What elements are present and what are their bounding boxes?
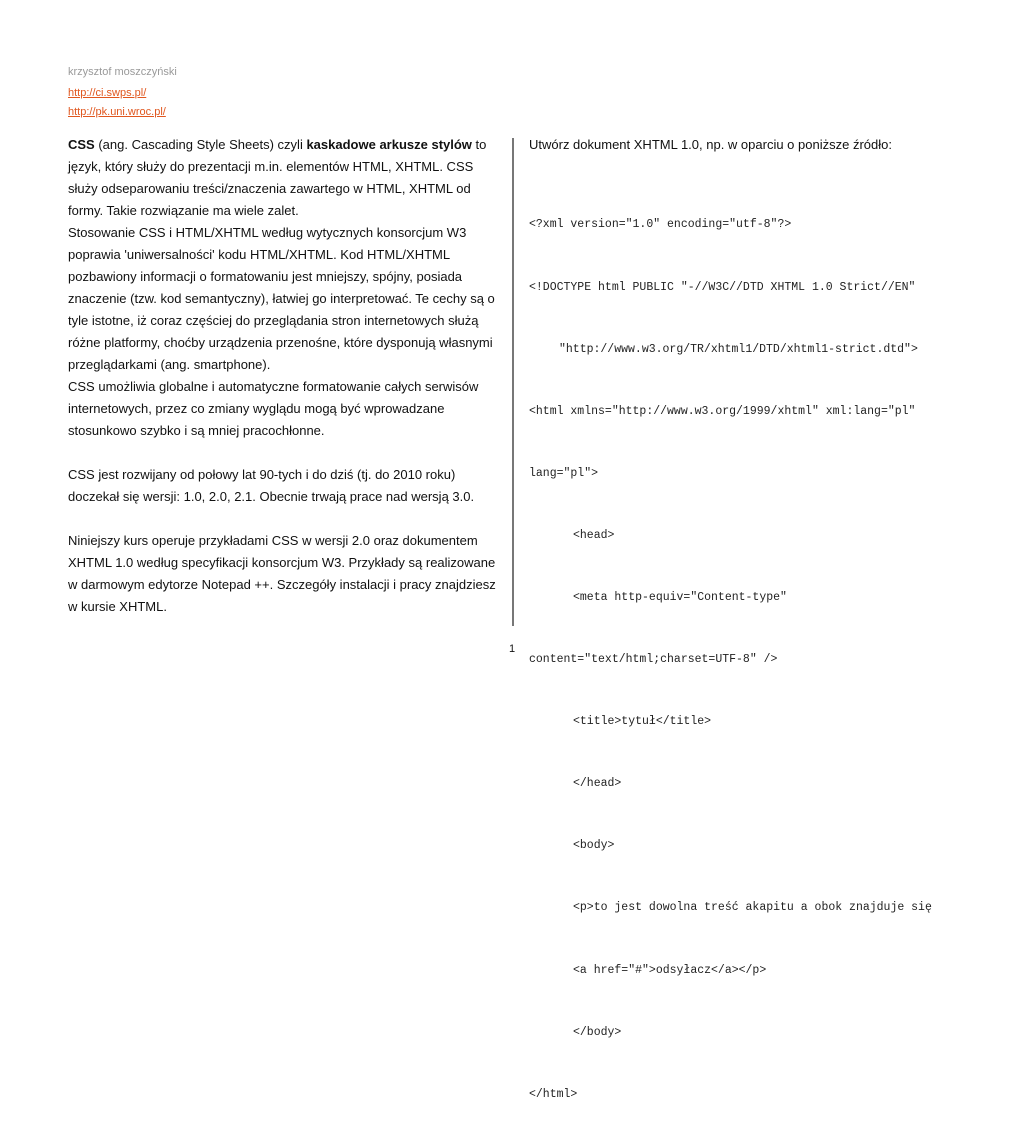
code-line: <p>to jest dowolna treść akapitu a obok znajduje się [573,901,932,915]
code-line: content="text/html;charset=UTF-8" /> [529,653,778,667]
paragraph-versions: CSS jest rozwijany od połowy lat 90-tych i do dziś (tj. do 2010 roku) doczekał się wersji: 1.0, 2.0, 2.1. Obecnie trwają prace nad wersją 3.0. [68,467,475,504]
paragraph-css-definition [68,134,498,222]
code-line: <title>tytuł</title> [573,715,712,729]
term-css: CSS [68,137,95,152]
code-listing [529,174,969,1147]
right-column [529,134,969,1147]
code-line: <html xmlns="http://www.w3.org/1999/xhtml" xml:lang="pl" [529,404,916,418]
term-kaskadowe: kaskadowe arkusze stylów [306,137,472,152]
code-intro: Utwórz dokument XHTML 1.0, np. w oparciu o poniższe źródło: [529,137,892,152]
paragraph-w3-standards: Stosowanie CSS i HTML/XHTML według wytycznych konsorcjum W3 poprawia 'uniwersalności' kodu HTML/XHTML. Kod HTML/XHTML pozbawiony informacji o formatowaniu jest mniejszy, spójny, posiada znaczenie (tzw. kod semantyczny), łatwiej go interpretować. Te cechy są o tyle istotne, iż coraz częściej do przeglądania stron internetowych służą różne platformy, choćby urządzenia przenośne, które dysponują własnymi przeglądarkami (ang. smartphone). [68,225,495,372]
page-header [68,66,177,125]
code-line: <head> [573,528,615,542]
code-line: <!DOCTYPE html PUBLIC "-//W3C//DTD XHTML 1.0 Strict//EN" [529,280,916,294]
code-line: <meta http-equiv="Content-type" [573,590,787,604]
left-column [68,134,498,618]
text-fragment: (ang. Cascading Style Sheets) czyli [94,137,307,152]
link-ci-swps[interactable]: http://ci.swps.pl/ [68,87,147,99]
code-line: </html> [529,1087,578,1101]
paragraph-course-info: Niniejszy kurs operuje przykładami CSS w wersji 2.0 oraz dokumentem XHTML 1.0 według specyfikacji konsorcjum W3. Przykłady są realizowane w darmowym edytorze Notepad ++. Szczegóły instalacji i pracy znajdziesz w kursie XHTML. [68,533,496,614]
author-name: krzysztof moszczyński [68,66,177,78]
code-line: </body> [573,1025,622,1039]
text-fragment: to język, który służy do prezentacji m.in. elementów HTML, XHTML. CSS służy odseparowaniu treści/znaczenia zawartego w HTML, XHTML od formy. Takie rozwiązanie ma wiele zalet. [68,137,487,218]
column-divider [512,138,514,626]
code-line: <body> [573,839,615,853]
code-line: </head> [573,777,622,791]
code-line: <?xml version="1.0" encoding="utf-8"?> [529,218,792,232]
page-number: 1 [508,643,516,655]
code-line: "http://www.w3.org/TR/xhtml1/DTD/xhtml1-strict.dtd"> [559,342,918,356]
paragraph-global-formatting: CSS umożliwia globalne i automatyczne formatowanie całych serwisów internetowych, przez co zmiany wyglądu mogą być wprowadzane stosunkowo szybko i są mniej pracochłonne. [68,379,479,438]
code-line: lang="pl"> [529,466,599,480]
code-line: <a href="#">odsyłacz</a></p> [573,963,767,977]
link-pk-uni-wroc[interactable]: http://pk.uni.wroc.pl/ [68,106,166,118]
